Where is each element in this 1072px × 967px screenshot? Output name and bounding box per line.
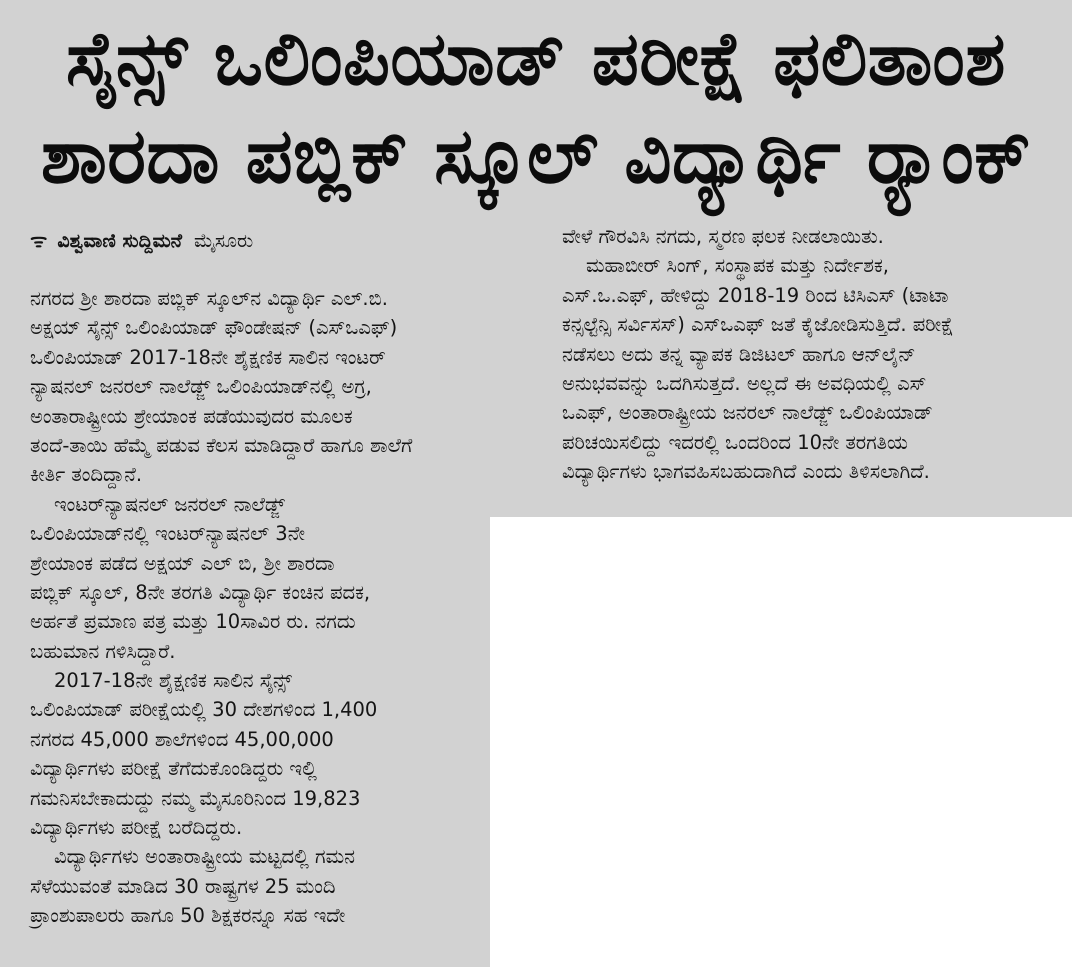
byline	[30, 232, 253, 251]
blank-area	[490, 517, 1072, 967]
article-line: ನಗರದ 45,000 ಶಾಲೆಗಳಿಂದ 45,00,000	[30, 727, 334, 751]
rss-icon: ᯤ	[30, 230, 48, 252]
article-line: ಒಲಿಂಪಿಯಾಡ್ ಪರೀಕ್ಷೆಯಲ್ಲಿ 30 ದೇಶಗಳಿಂದ 1,400	[30, 698, 378, 722]
article-line: ವಿದ್ಯಾರ್ಥಿಗಳು ಅಂತಾರಾಷ್ಟ್ರೀಯ ಮಟ್ಟದಲ್ಲಿ ಗಮನ	[54, 845, 355, 869]
article-line: ನಗರದ ಶ್ರೀ ಶಾರದಾ ಪಬ್ಲಿಕ್ ಸ್ಕೂಲ್‌ನ ವಿದ್ಯಾರ್ಥಿ ಎಲ್.ಬಿ.	[30, 287, 388, 310]
byline-source: ವಿಶ್ವವಾಣಿ ಸುದ್ದಿಮನೆ	[57, 230, 182, 252]
article-line: ವಿದ್ಯಾರ್ಥಿಗಳು ಭಾಗವಹಿಸಬಹುದಾಗಿದೆ ಎಂದು ತಿಳಿಸಲಾಗಿದೆ.	[562, 460, 930, 484]
article-line: ಪಬ್ಲಿಕ್ ಸ್ಕೂಲ್, 8ನೇ ತರಗತಿ ವಿದ್ಯಾರ್ಥಿ ಕಂಚಿನ ಪದಕ,	[30, 580, 371, 604]
byline-place: ಮೈಸೂರು	[194, 230, 254, 252]
headline-line-1: ಸೈನ್ಸ್ ಒಲಿಂಪಿಯಾಡ್ ಪರೀಕ್ಷೆ ಫಲಿತಾಂಶ	[66, 16, 1006, 102]
article-line: 2017-18ನೇ ಶೈಕ್ಷಣಿಕ ಸಾಲಿನ ಸೈನ್ಸ್	[54, 669, 292, 693]
article-line: ಕೀರ್ತಿ ತಂದಿದ್ದಾನೆ.	[30, 463, 143, 487]
article-line: ಅಕ್ಷಯ್ ಸೈನ್ಸ್ ಒಲಿಂಪಿಯಾಡ್ ಫೌಂಡೇಷನ್ (ಎಸ್‌ಒಎಫ್)	[30, 316, 398, 340]
article-line: ಬಹುಮಾನ ಗಳಿಸಿದ್ದಾರೆ.	[30, 639, 176, 663]
article-line: ವಿದ್ಯಾರ್ಥಿಗಳು ಪರೀಕ್ಷೆ ಬರೆದಿದ್ದರು.	[30, 816, 243, 840]
article-line: ಒಲಿಂಪಿಯಾಡ್ 2017-18ನೇ ಶೈಕ್ಷಣಿಕ ಸಾಲಿನ ಇಂಟರ್	[30, 345, 386, 369]
article-line: ಗಮನಿಸಬೇಕಾದುದ್ದು ನಮ್ಮ ಮೈಸೂರಿನಿಂದ 19,823	[30, 786, 361, 810]
article-line: ಕನ್ಸಲ್ಟೆನ್ಸಿ ಸರ್ವಿಸಸ್) ಎಸ್‌ಒಎಫ್ ಜತೆ ಕೈಜೋಡಿಸುತ್ತಿದೆ. ಪರೀಕ್ಷೆ	[562, 313, 954, 337]
article-line: ನಡೆಸಲು ಅದು ತನ್ನ ವ್ಯಾಪಕ ಡಿಜಿಟಲ್ ಹಾಗೂ ಆನ್‌ಲೈನ್	[562, 342, 916, 366]
article-line: ವೇಳೆ ಗೌರವಿಸಿ ನಗದು, ಸ್ಮರಣ ಫಲಕ ನೀಡಲಾಯಿತು.	[562, 225, 884, 248]
article-line: ತಂದೆ-ತಾಯಿ ಹೆಮ್ಮೆ ಪಡುವ ಕೆಲಸ ಮಾಡಿದ್ದಾರೆ ಹಾಗೂ ಶಾಲೆಗೆ	[30, 433, 413, 457]
article-line: ಒಲಿಂಪಿಯಾಡ್‌ನಲ್ಲಿ ಇಂಟರ್‌ನ್ಯಾಷನಲ್ 3ನೇ	[30, 522, 305, 546]
article-line: ಇಂಟರ್‌ನ್ಯಾಷನಲ್ ಜನರಲ್ ನಾಲೆಡ್ಜ್	[54, 492, 285, 516]
article-line: ಪರಿಚಯಿಸಲಿದ್ದು ಇದರಲ್ಲಿ ಒಂದರಿಂದ 10ನೇ ತರಗತಿಯ	[562, 430, 908, 454]
article-line: ವಿದ್ಯಾರ್ಥಿಗಳು ಪರೀಕ್ಷೆ ತೆಗೆದುಕೊಂಡಿದ್ದರು ಇಲ್ಲಿ	[30, 757, 317, 781]
article-line: ಪ್ರಾಂಶುಪಾಲರು ಹಾಗೂ 50 ಶಿಕ್ಷಕರನ್ನೂ ಸಹ ಇದೇ	[30, 904, 346, 928]
article-line: ಅರ್ಹತೆ ಪ್ರಮಾಣ ಪತ್ರ ಮತ್ತು 10ಸಾವಿರ ರು. ನಗದು	[30, 610, 356, 634]
article-line: ಶ್ರೇಯಾಂಕ ಪಡೆದ ಅಕ್ಷಯ್ ಎಲ್ ಬಿ, ಶ್ರೀ ಶಾರದಾ	[30, 551, 335, 575]
article-line: ಒಎಫ್, ಅಂತಾರಾಷ್ಟ್ರೀಯ ಜನರಲ್ ನಾಲೆಡ್ಜ್ ಒಲಿಂಪಿಯಾಡ್	[562, 401, 933, 425]
article-line: ಅಂತಾರಾಷ್ಟ್ರೀಯ ಶ್ರೇಯಾಂಕ ಪಡೆಯುವುದರ ಮೂಲಕ	[30, 404, 353, 428]
article-column-left	[30, 284, 412, 931]
article-line: ಅನುಭವವನ್ನು ಒದಗಿಸುತ್ತದೆ. ಅಲ್ಲದೆ ಈ ಅವಧಿಯಲ್ಲಿ ಎಸ್	[562, 371, 927, 395]
article-line: ಮಹಾಬೀರ್ ಸಿಂಗ್, ಸಂಸ್ಥಾಪಕ ಮತ್ತು ನಿರ್ದೇಶಕ,	[586, 254, 889, 278]
article-column-right	[562, 222, 954, 487]
article-line: ನ್ಯಾಷನಲ್ ಜನರಲ್ ನಾಲೆಡ್ಜ್ ಒಲಿಂಪಿಯಾಡ್‌ನಲ್ಲಿ ಅಗ್ರ,	[30, 375, 372, 399]
headline-line-2: ಶಾರದಾ ಪಬ್ಲಿಕ್ ಸ್ಕೂಲ್ ವಿದ್ಯಾರ್ಥಿ ರ್‍ಯಾಂಕ್	[41, 111, 1032, 200]
article-line: ಸೆಳೆಯುವಂತೆ ಮಾಡಿದ 30 ರಾಷ್ಟ್ರಗಳ 25 ಮಂದಿ	[30, 874, 336, 898]
article-line: ಎಸ್.ಒ.ಎಫ್, ಹೇಳಿದ್ದು 2018-19 ರಿಂದ ಟಿಸಿಎಸ್ (ಟಾಟಾ	[562, 283, 949, 307]
